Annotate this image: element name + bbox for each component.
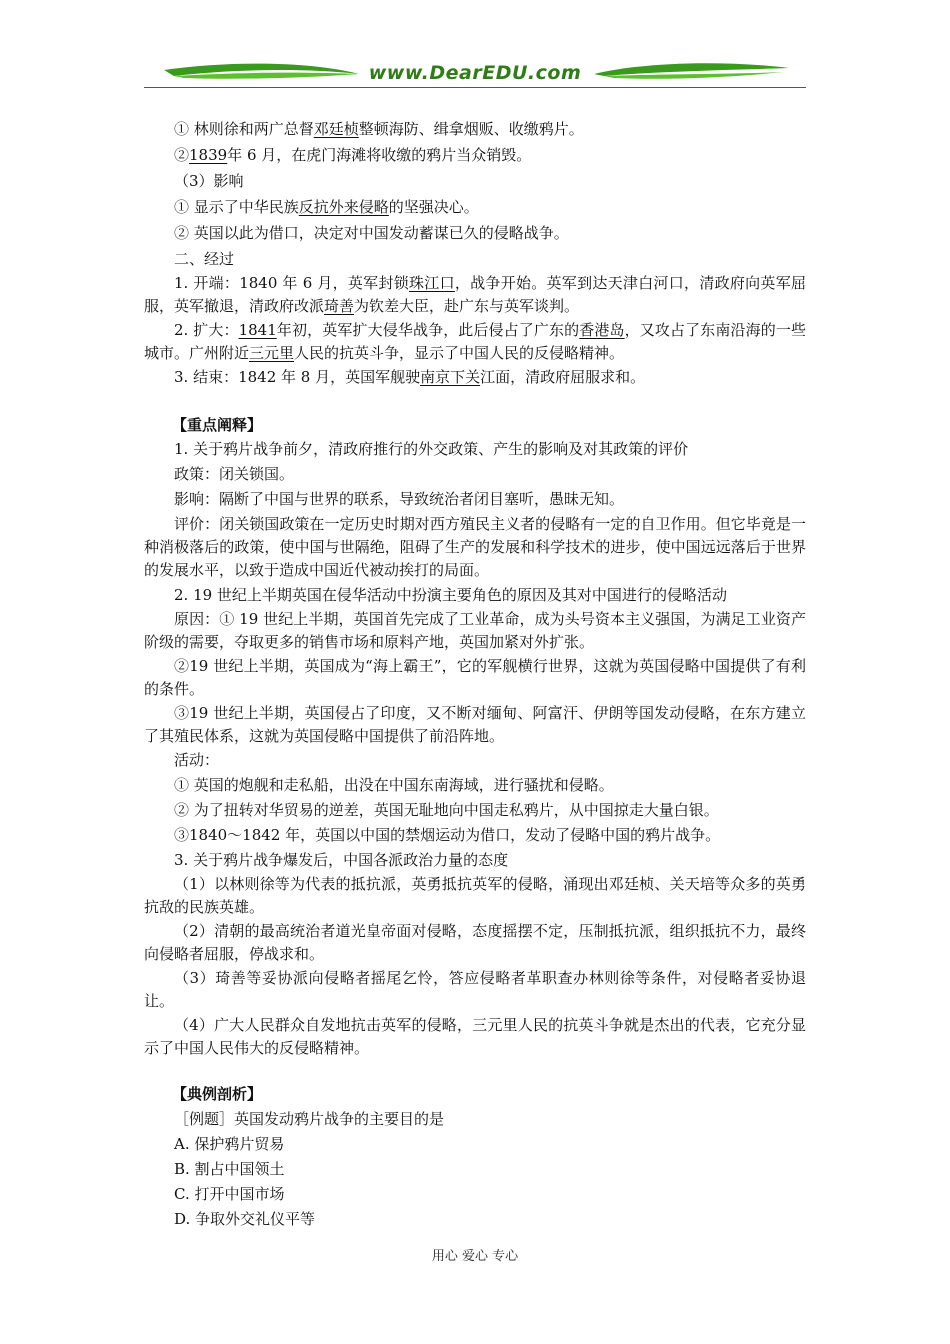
paragraph: 3. 关于鸦片战争爆发后，中国各派政治力量的态度 [174,851,509,869]
paragraph: ① 英国的炮舰和走私船，出没在中国东南海域，进行骚扰和侵略。 [174,776,614,794]
text-span: 年初，英军扩大侵华战争，此后侵占了广东的 [276,321,580,339]
paragraph: 1. 关于鸦片战争前夕，清政府推行的外交政策、产生的影响及对其政策的评价 [174,440,689,458]
answer-option-d: D. 争取外交礼仪平等 [174,1210,316,1228]
underlined-term: 反抗外来侵略 [298,198,389,216]
text-span: ① 显示了中华民族 [174,198,299,216]
underlined-term: 香港岛 [579,321,625,339]
section-heading: 二、经过 [174,250,235,268]
text-span: 3. 结束：1842 年 8 月，英国军舰驶 [174,368,421,386]
paragraph: 活动： [174,751,220,769]
underlined-term: 1839 [189,146,228,164]
paragraph: （2）清朝的最高统治者道光皇帝面对侵略，态度摇摆不定，压制抵抗派，组织抵抗不力，最终向侵略者屈服，停战求和。 [144,922,806,963]
paragraph [144,366,806,389]
paragraph [144,144,806,167]
text-span: 整顿海防、缉拿烟贩、收缴鸦片。 [358,120,584,138]
text-span: 的坚强决心。 [388,198,479,216]
paragraph: ③1840～1842 年，英国以中国的禁烟运动为借口，发动了侵略中国的鸦片战争。 [174,826,721,844]
answer-option-b: B. 割占中国领土 [174,1160,285,1178]
text-span: ，又攻占了东南沿海的一些城市。广州附近 [144,321,806,362]
answer-option-a: A. 保护鸦片贸易 [174,1135,285,1153]
text-span: ，战争开始。英军到达天津白河口，清政府向英军屈服，英军撤退，清政府改派 [144,274,806,315]
underlined-term: 1841 [238,321,277,339]
paragraph: ② 为了扭转对华贸易的逆差，英国无耻地向中国走私鸦片，从中国掠走大量白银。 [174,801,719,819]
header-divider [144,87,806,88]
text-span: 人民的抗英斗争，显示了中国人民的反侵略精神。 [294,344,625,362]
subheading: （3）影响 [174,172,244,190]
text-span: ① 林则徐和两广总督 [174,120,314,138]
text-span: 江面，清政府屈服求和。 [480,368,646,386]
underlined-term: 南京下关 [420,368,481,386]
text-span: ② [174,146,190,164]
site-logo-text[interactable]: www.DearEDU.com [368,62,582,84]
paragraph: ③19 世纪上半期，英国侵占了印度，又不断对缅甸、阿富汗、伊朗等国发动侵略，在东方建立了其殖民体系，这就为英国侵略中国提供了前沿阵地。 [144,704,806,745]
paragraph [144,118,806,141]
paragraph [144,196,806,219]
underlined-term: 珠江口 [409,274,455,292]
paragraph: 评价：闭关锁国政策在一定历史时期对西方殖民主义者的侵略有一定的自卫作用。但它毕竟是一种消极落后的政策，使中国与世隔绝，阻碍了生产的发展和科学技术的进步，使中国远远落后于世界的发展水平，以致于造成中国近代被动挨打的局面。 [144,515,806,579]
paragraph: （4）广大人民群众自发地抗击英军的侵略，三元里人民的抗英斗争就是杰出的代表，它充分显示了中国人民伟大的反侵略精神。 [144,1016,806,1057]
underlined-term: 三元里 [249,344,295,362]
text-span: 年 6 月，在虎门海滩将收缴的鸦片当众销毁。 [227,146,532,164]
section-heading-example: 【典例剖析】 [172,1085,263,1103]
page-footer: 用心 爱心 专心 [431,1249,519,1264]
question-stem: ［例题］英国发动鸦片战争的主要目的是 [174,1110,445,1128]
underlined-term: 琦善 [324,297,355,315]
paragraph: ②19 世纪上半期，英国成为“海上霸王”，它的军舰横行世界，这就为英国侵略中国提供了有利的条件。 [144,657,806,698]
paragraph: （1）以林则徐等为代表的抵抗派，英勇抵抗英军的侵略，涌现出邓廷桢、关天培等众多的英勇抗敌的民族英雄。 [144,875,806,916]
paragraph: （3）琦善等妥协派向侵略者摇尾乞怜，答应侵略者革职查办林则徐等条件，对侵略者妥协退让。 [144,969,806,1010]
underlined-term: 邓廷桢 [313,120,359,138]
paragraph: 2. 19 世纪上半期英国在侵华活动中扮演主要角色的原因及其对中国进行的侵略活动 [174,586,727,604]
text-span: 为钦差大臣，赴广东与英军谈判。 [354,297,580,315]
paragraph: 原因：① 19 世纪上半期，英国首先完成了工业革命，成为头号资本主义强国，为满足工业资产阶级的需要，夺取更多的销售市场和原料产地，英国加紧对外扩张。 [144,610,806,651]
paragraph [144,272,806,318]
paragraph: 影响：隔断了中国与世界的联系，导致统治者闭目塞听，愚昧无知。 [174,490,625,508]
paragraph: ② 英国以此为借口，决定对中国发动蓄谋已久的侵略战争。 [174,224,569,242]
paragraph [144,319,806,365]
answer-option-c: C. 打开中国市场 [174,1185,285,1203]
section-heading-key-points: 【重点阐释】 [172,416,263,434]
text-span: 1. 开端：1840 年 6 月，英军封锁 [174,274,410,292]
text-span: 2. 扩大： [174,321,239,339]
page-header [144,56,806,96]
paragraph: 政策：闭关锁国。 [174,465,295,483]
